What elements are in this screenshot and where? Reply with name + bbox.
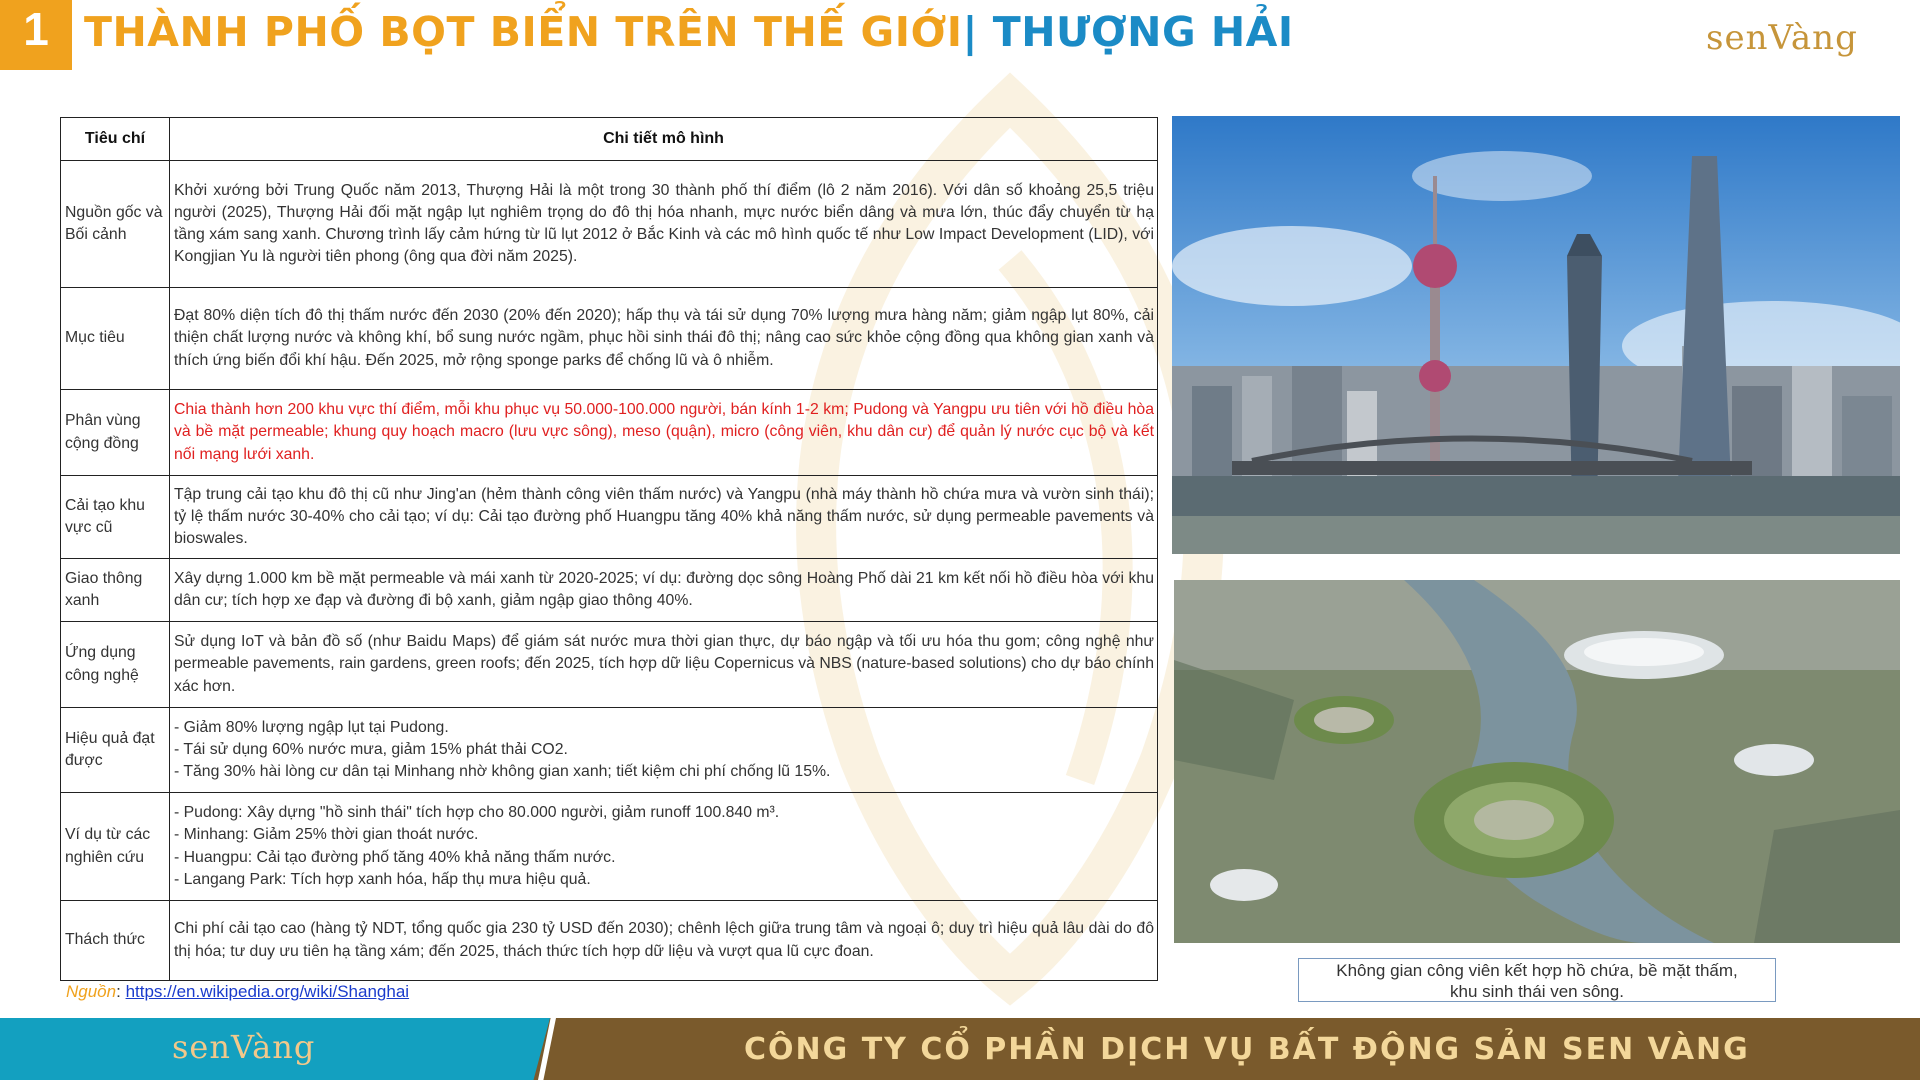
row-value: Tập trung cải tạo khu đô thị cũ như Jing'an (hẻm thành công viên thấm nước) và Yangpu (nhà máy thành hồ chứa mưa và vườn sinh thái); tỷ lệ thấm nước 30-40% cho cải tạo; ví dụ: Cải tạo đường phố Huangpu tăng 40% khả năng thấm nước, sử dụng permeable pavements và bioswales. bbox=[170, 476, 1158, 559]
row-key: Giao thông xanh bbox=[61, 559, 170, 622]
caption-line-2: khu sinh thái ven sông. bbox=[1450, 982, 1624, 1001]
row-key: Mục tiêu bbox=[61, 288, 170, 390]
table-row bbox=[61, 708, 1158, 793]
row-value-highlighted: Chia thành hơn 200 khu vực thí điểm, mỗi khu phục vụ 50.000-100.000 người, bán kính 1-2 km; Pudong và Yangpu ưu tiên với hồ điều hòa và bề mặt permeable; khung quy hoạch macro (lưu vực sông), meso (quận), micro (công viên, khu dân cư) để quản lý nước cục bộ và kết nối mạng lưới xanh. bbox=[170, 390, 1158, 476]
source-colon: : bbox=[116, 982, 126, 1001]
table-row bbox=[61, 288, 1158, 390]
table-row bbox=[61, 793, 1158, 901]
source-citation bbox=[66, 982, 409, 1002]
title-part-main: THÀNH PHỐ BỌT BIỂN TRÊN THẾ GIỚI bbox=[84, 8, 963, 56]
row-value: Chi phí cải tạo cao (hàng tỷ NDT, tổng quốc gia 230 tỷ USD đến 2030); chênh lệch giữa trung tâm và ngoại ô; duy trì hiệu quả lâu dài do đô thị hóa; tư duy ưu tiên hạ tầng xám; đến 2025, thách thức tích hợp dữ liệu và vượt qua lũ cực đoan. bbox=[170, 901, 1158, 981]
source-label: Nguồn bbox=[66, 982, 117, 1001]
row-key: Ứng dụng công nghệ bbox=[61, 622, 170, 708]
row-value: Khởi xướng bởi Trung Quốc năm 2013, Thượng Hải là một trong 30 thành phố thí điểm (lô 2 năm 2016). Với dân số khoảng 25,5 triệu người (2025), Thượng Hải đối mặt ngập lụt nghiêm trọng do đô thị hóa nhanh, mực nước biển dâng và mưa lớn, thúc đẩy chuyển từ hạ tầng xám sang xanh. Chương trình lấy cảm hứng từ lũ lụt 2012 ở Bắc Kinh và các mô hình quốc tế như Low Impact Development (LID), với Kongjian Yu là người tiên phong (ông qua đời năm 2025). bbox=[170, 161, 1158, 288]
footer-company-name: CÔNG TY CỔ PHẦN DỊCH VỤ BẤT ĐỘNG SẢN SEN VÀNG bbox=[744, 1032, 1750, 1067]
park-illustration bbox=[1174, 580, 1900, 943]
source-link[interactable]: https://en.wikipedia.org/wiki/Shanghai bbox=[125, 982, 410, 1001]
table-row bbox=[61, 390, 1158, 476]
list-item: - Tăng 30% hài lòng cư dân tại Minhang nhờ không gian xanh; tiết kiệm chi phí chống lũ 15%. bbox=[174, 763, 831, 781]
list-item: - Langang Park: Tích hợp xanh hóa, hấp thụ mưa hiệu quả. bbox=[174, 870, 591, 888]
list-item: - Minhang: Giảm 25% thời gian thoát nước. bbox=[174, 826, 479, 844]
table-row bbox=[61, 622, 1158, 708]
brand-logo-text: senVàng bbox=[1706, 18, 1858, 58]
title-part-city: | THƯỢNG HẢI bbox=[962, 8, 1294, 56]
list-item: - Huangpu: Cải tạo đường phố tăng 40% khả năng thấm nước. bbox=[174, 848, 616, 866]
sponge-park-aerial-photo bbox=[1174, 580, 1900, 943]
row-value-list bbox=[170, 708, 1158, 793]
page-title bbox=[84, 8, 1294, 56]
list-item: - Tái sử dụng 60% nước mưa, giảm 15% phát thải CO2. bbox=[174, 740, 568, 758]
table-row bbox=[61, 901, 1158, 981]
section-number-badge bbox=[0, 0, 72, 70]
skyline-photo bbox=[1172, 116, 1900, 554]
footer-logo-text: senVàng bbox=[172, 1028, 316, 1066]
image-caption bbox=[1298, 958, 1776, 1002]
row-value: Sử dụng IoT và bản đồ số (như Baidu Maps) để giám sát nước mưa thời gian thực, dự báo ngập và tối ưu hóa thu gom; công nghệ như permeable pavements, rain gardens, green roofs; đến 2025, tích hợp dữ liệu Copernicus và NBS (nature-based solutions) cho dự báo chính xác hơn. bbox=[170, 622, 1158, 708]
table-header-row bbox=[61, 118, 1158, 161]
column-header-details: Chi tiết mô hình bbox=[170, 118, 1158, 161]
list-item: - Pudong: Xây dựng "hồ sinh thái" tích hợp cho 80.000 người, giảm runoff 100.840 m³. bbox=[174, 804, 780, 822]
section-number: 1 bbox=[23, 3, 49, 55]
row-key: Hiệu quả đạt được bbox=[61, 708, 170, 793]
brand-logo bbox=[1706, 10, 1906, 70]
row-key: Nguồn gốc và Bối cảnh bbox=[61, 161, 170, 288]
criteria-table bbox=[60, 117, 1158, 981]
table-row bbox=[61, 161, 1158, 288]
skyline-illustration bbox=[1172, 116, 1900, 554]
column-header-criteria: Tiêu chí bbox=[61, 118, 170, 161]
list-item: - Giảm 80% lượng ngập lụt tại Pudong. bbox=[174, 718, 449, 736]
row-key: Ví dụ từ các nghiên cứu bbox=[61, 793, 170, 901]
footer-bar bbox=[0, 1018, 1920, 1080]
table-row bbox=[61, 476, 1158, 559]
row-key: Thách thức bbox=[61, 901, 170, 981]
row-key: Phân vùng cộng đồng bbox=[61, 390, 170, 476]
row-value: Xây dựng 1.000 km bề mặt permeable và mái xanh từ 2020-2025; ví dụ: đường dọc sông Hoàng Phố dài 21 km kết nối hồ điều hòa với khu dân cư; tích hợp xe đạp và đường đi bộ xanh, giảm ngập giao thông 40%. bbox=[170, 559, 1158, 622]
row-value: Đạt 80% diện tích đô thị thấm nước đến 2030 (20% đến 2020); hấp thụ và tái sử dụng 70% lượng mưa hàng năm; giảm ngập lụt 80%, cải thiện chất lượng nước và không khí, bổ sung nước ngầm, phục hồi sinh thái đô thị; nâng cao sức khỏe cộng đồng qua không gian xanh và thích ứng biến đổi khí hậu. Đến 2025, mở rộng sponge parks để chống lũ và ô nhiễm. bbox=[170, 288, 1158, 390]
caption-line-1: Không gian công viên kết hợp hồ chứa, bề mặt thấm, bbox=[1336, 961, 1738, 980]
row-value-list bbox=[170, 793, 1158, 901]
table-row bbox=[61, 559, 1158, 622]
row-key: Cải tạo khu vực cũ bbox=[61, 476, 170, 559]
